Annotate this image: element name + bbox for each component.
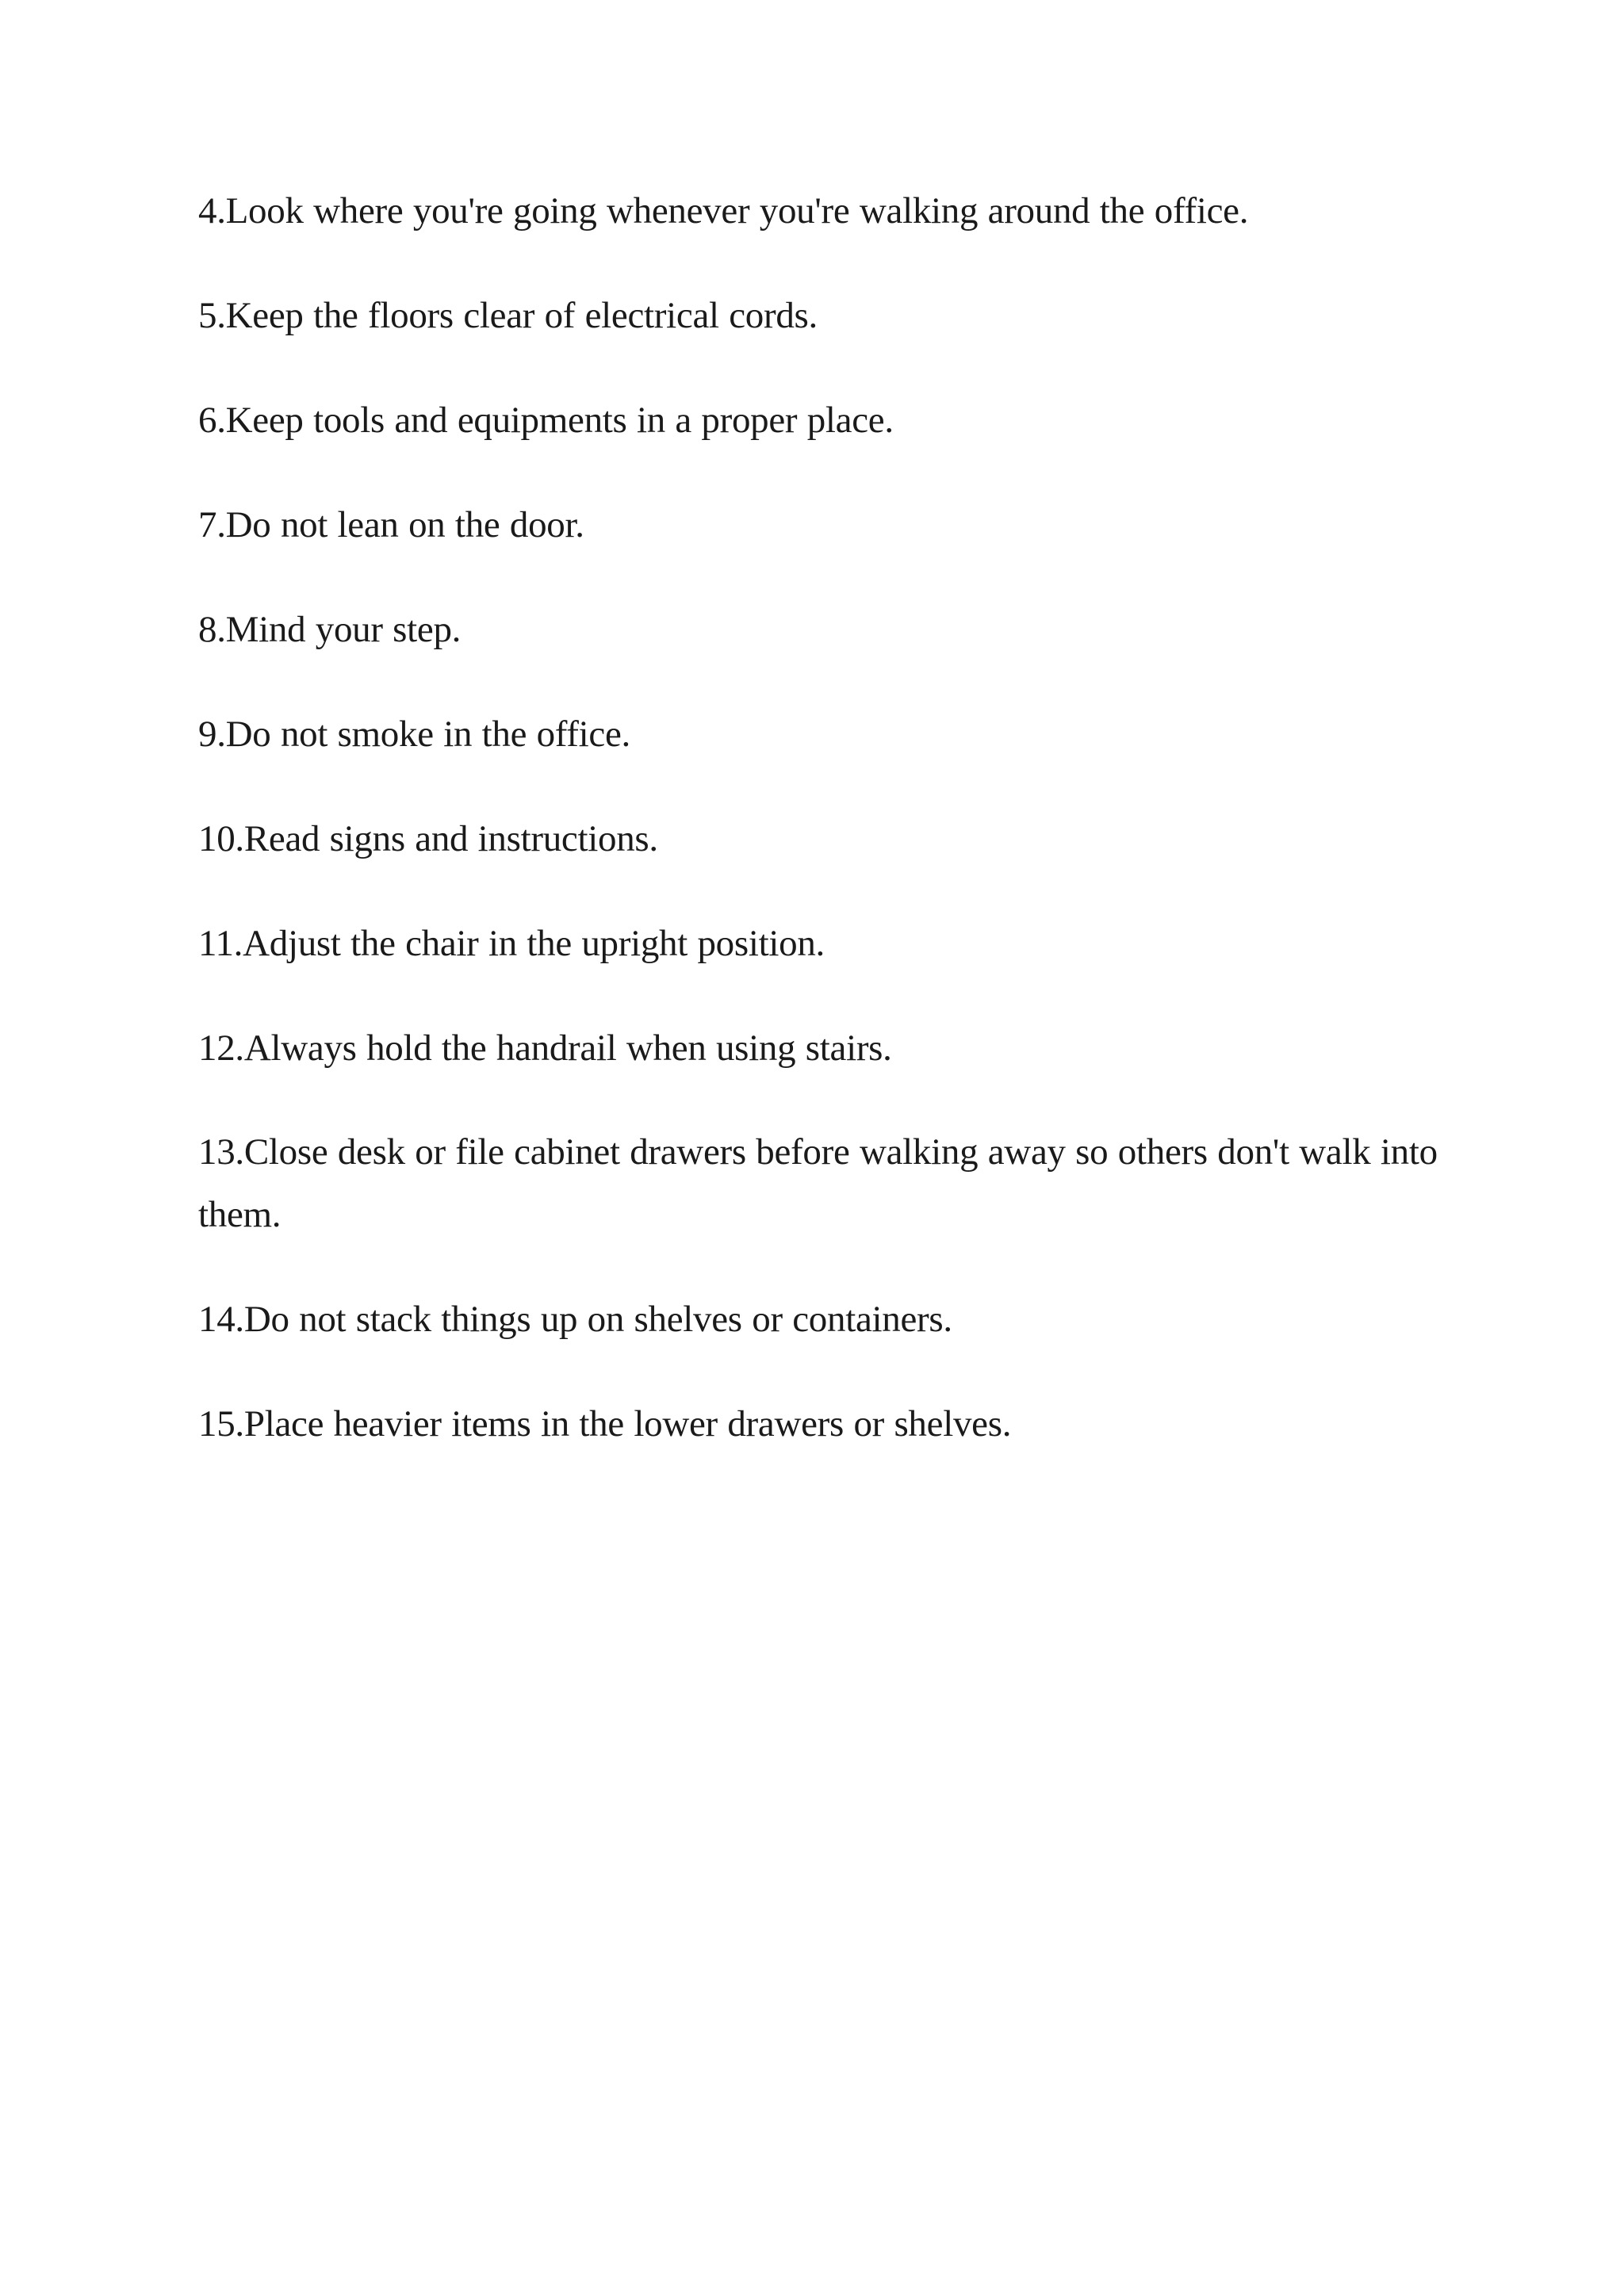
list-item: 15.Place heavier items in the lower drawers or shelves. bbox=[198, 1403, 1012, 1445]
list-item: 12.Always hold the handrail when using stairs. bbox=[198, 1027, 892, 1069]
list-item: 13.Close desk or file cabinet drawers before walking away so others don't walk into them. bbox=[198, 1131, 1438, 1235]
list-item: 6.Keep tools and equipments in a proper place. bbox=[198, 400, 894, 441]
list-item: 5.Keep the floors clear of electrical cords. bbox=[198, 295, 818, 336]
list-item: 4.Look where you're going whenever you're walking around the office. bbox=[198, 190, 1249, 232]
list-item: 11.Adjust the chair in the upright position. bbox=[198, 923, 825, 964]
list-item: 9.Do not smoke in the office. bbox=[198, 714, 630, 755]
list-item: 10.Read signs and instructions. bbox=[198, 818, 658, 859]
safety-rules-list bbox=[198, 179, 1451, 1497]
list-item: 14.Do not stack things up on shelves or containers. bbox=[198, 1299, 952, 1340]
list-item: 8.Mind your step. bbox=[198, 609, 462, 650]
list-item: 7.Do not lean on the door. bbox=[198, 504, 584, 545]
